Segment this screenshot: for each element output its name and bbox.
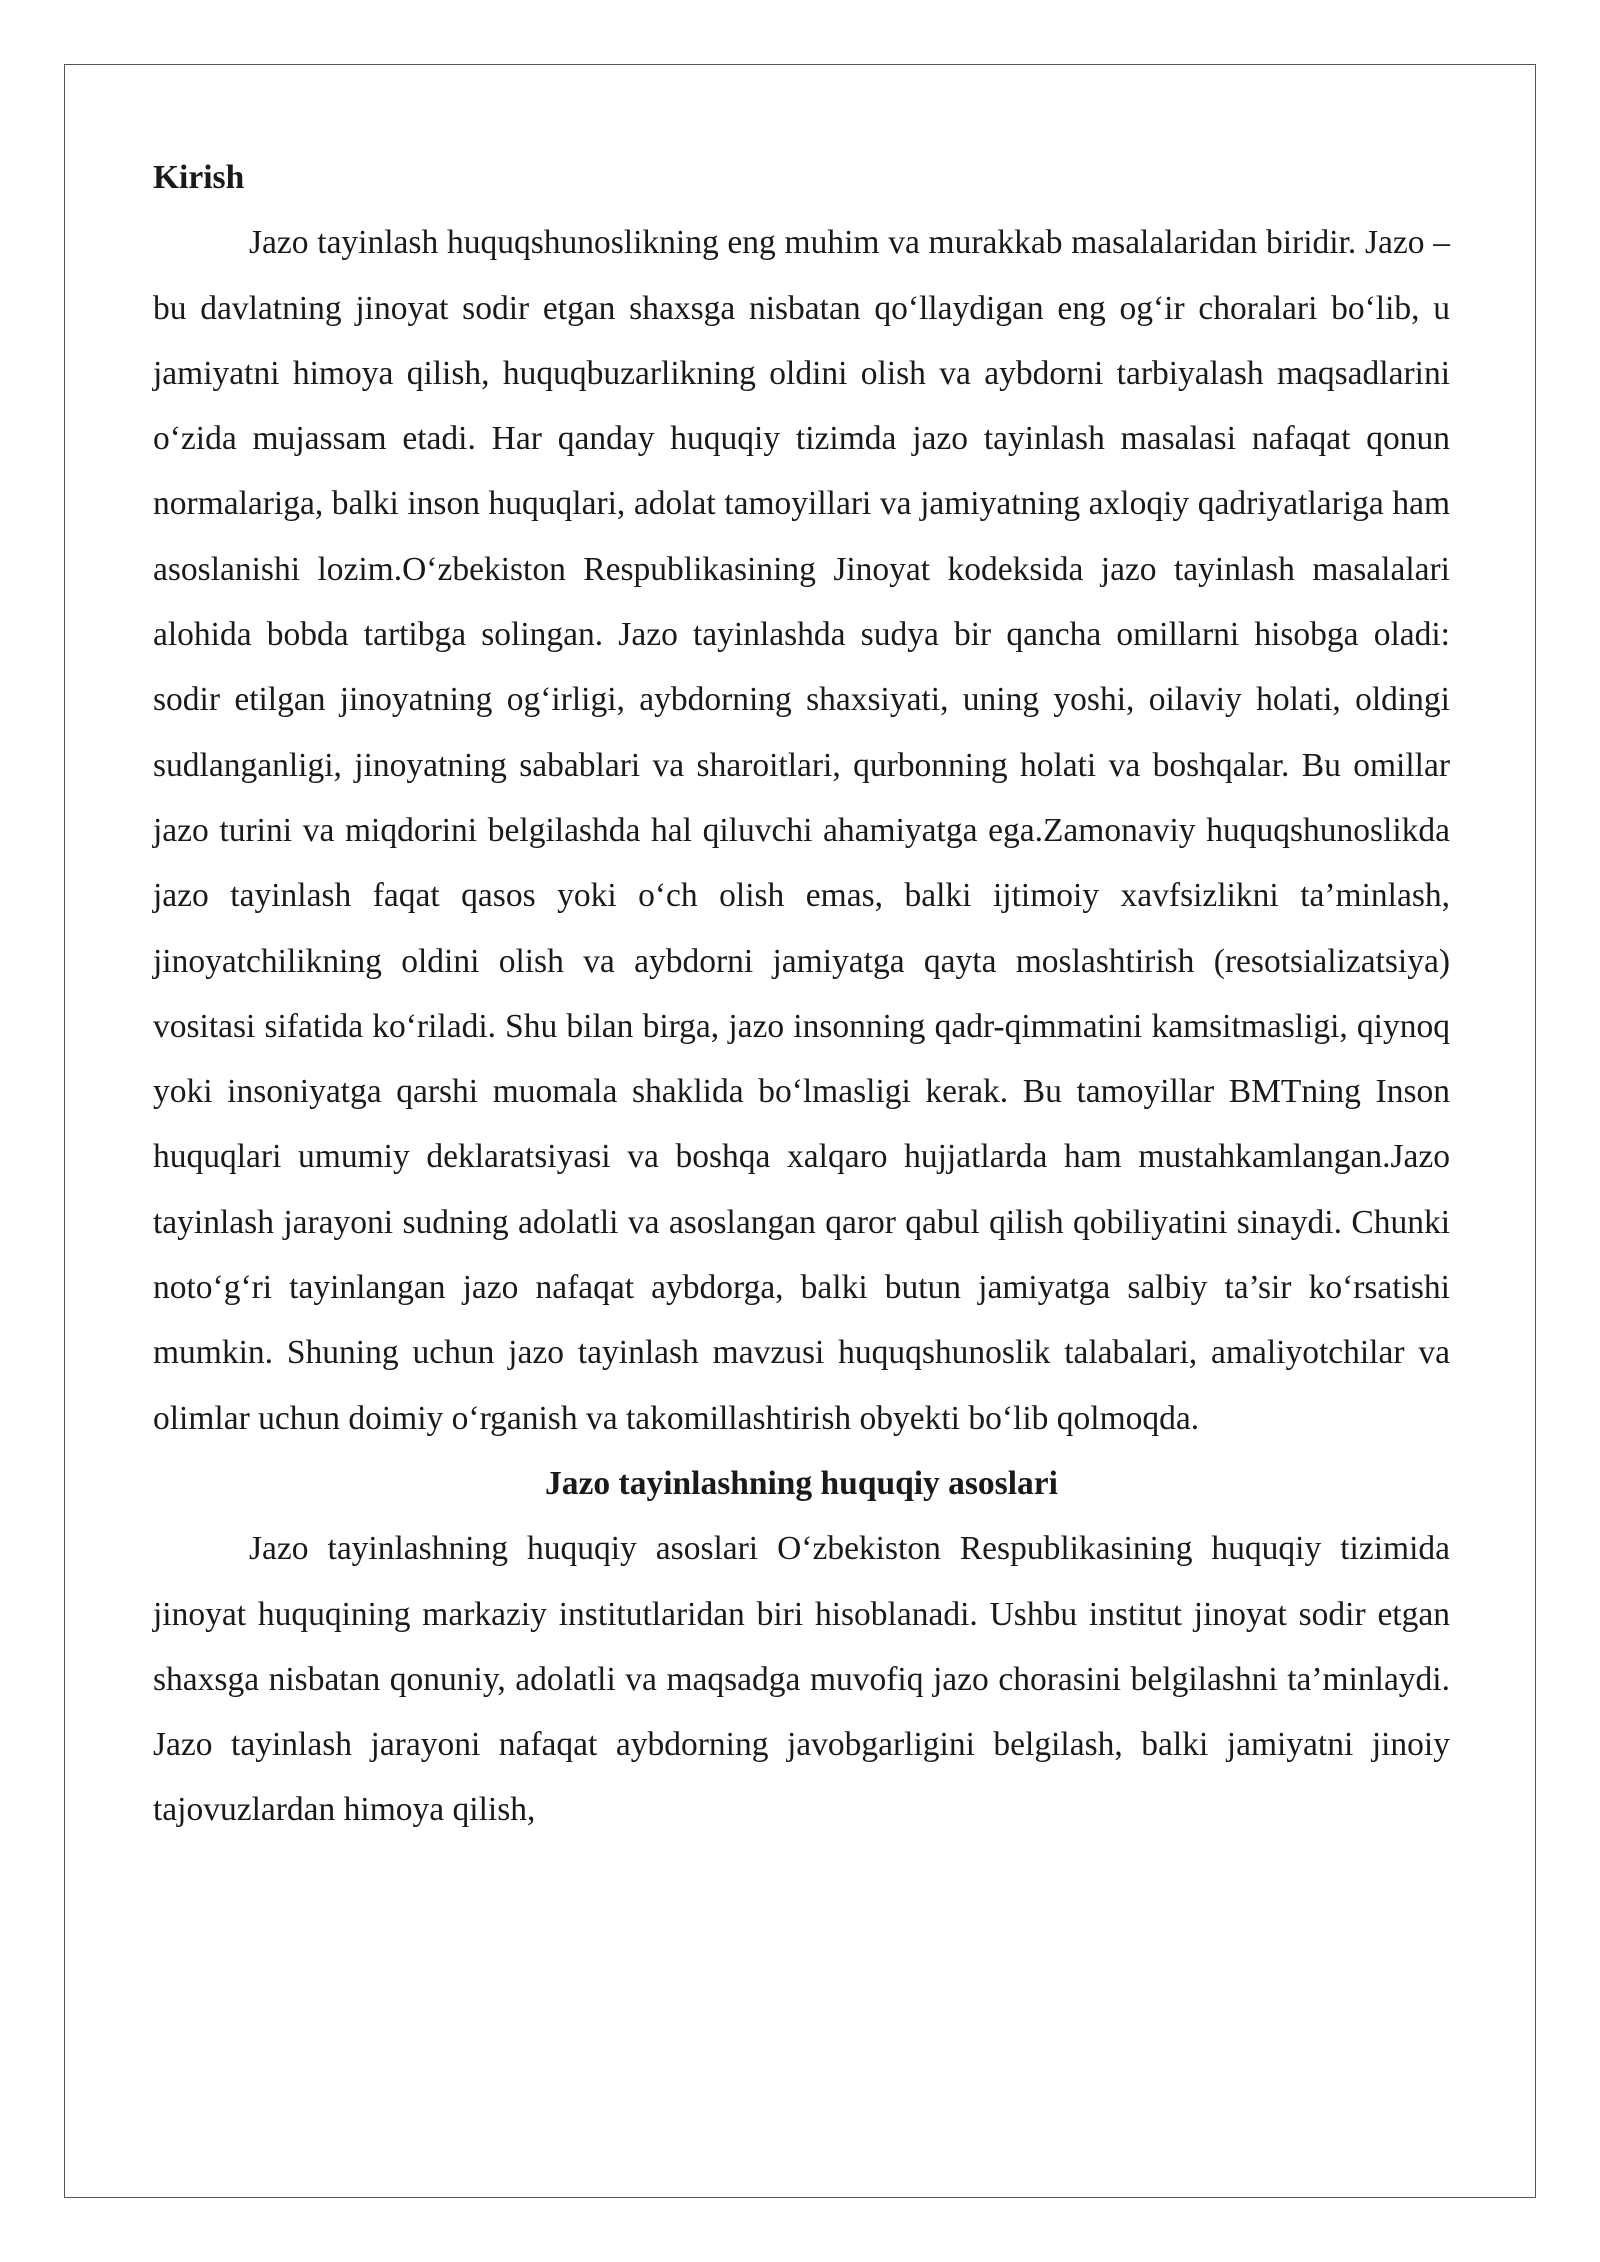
intro-paragraph: Jazo tayinlash huquqshunoslikning eng muhim va murakkab masalalaridan biridir. Jazo – bu davlatning jinoyat sodir etgan shaxsga nisbatan qo‘llaydigan eng og‘ir choralari bo‘lib, u jamiyatni himoya qilish, huquqbuzarlikning oldini olish va aybdorni tarbiyalash maqsadlarini o‘zida mujassam etadi. Har qanday huquqiy tizimda jazo tayinlash masalasi nafaqat qonun normalariga, balki inson huquqlari, adolat tamoyillari va jamiyatning axloqiy qadriyatlariga ham asoslanishi lozim.O‘zbekiston Respublikasining Jinoyat kodeksida jazo tayinlash masalalari alohida bobda tartibga solingan. Jazo tayinlashda sudya bir qancha omillarni hisobga oladi: sodir etilgan jinoyatning og‘irligi, aybdorning shaxsiyati, uning yoshi, oilaviy holati, oldingi sudlanganligi, jinoyatning sabablari va sharoitlari, qurbonning holati va boshqalar. Bu omillar jazo turini va miqdorini belgilashda hal qiluvchi ahamiyatga ega.Zamonaviy huquqshunoslikda jazo tayinlash faqat qasos yoki o‘ch olish emas, balki ijtimoiy xavfsizlikni ta’minlash, jinoyatchilikning oldini olish va aybdorni jamiyatga qayta moslashtirish (resotsializatsiya) vositasi sifatida ko‘riladi. Shu bilan birga, jazo insonning qadr-qimmatini kamsitmasligi, qiynoq yoki insoniyatga qarshi muomala shaklida bo‘lmasligi kerak. Bu tamoyillar BMTning Inson huquqlari umumiy deklaratsiyasi va boshqa xalqaro hujjatlarda ham mustahkamlangan.Jazo tayinlash jarayoni sudning adolatli va asoslangan qaror qabul qilish qobiliyatini sinaydi. Chunki noto‘g‘ri tayinlangan jazo nafaqat aybdorga, balki butun jamiyatga salbiy ta’sir ko‘rsatishi mumkin. Shuning uchun jazo tayinlash mavzusi huquqshunoslik talabalari, amaliyotchilar va olimlar uchun doimiy o‘rganish va takomillashtirish obyekti bo‘lib qolmoqda. — [153, 224, 1450, 1437]
section-heading-kirish: Kirish — [153, 159, 245, 196]
document-body — [153, 145, 1450, 1843]
section-heading-legal-basis: Jazo tayinlashning huquqiy asoslari — [545, 1464, 1058, 1502]
legal-basis-paragraph: Jazo tayinlashning huquqiy asoslari O‘zbekiston Respublikasining huquqiy tizimida jinoyat huquqining markaziy institutlaridan biri hisoblanadi. Ushbu institut jinoyat sodir etgan shaxsga nisbatan qonuniy, adolatli va maqsadga muvofiq jazo chorasini belgilashni ta’minlaydi. Jazo tayinlash jarayoni nafaqat aybdorning javobgarligini belgilash, balki jamiyatni jinoiy tajovuzlardan himoya qilish, — [153, 1530, 1450, 1829]
